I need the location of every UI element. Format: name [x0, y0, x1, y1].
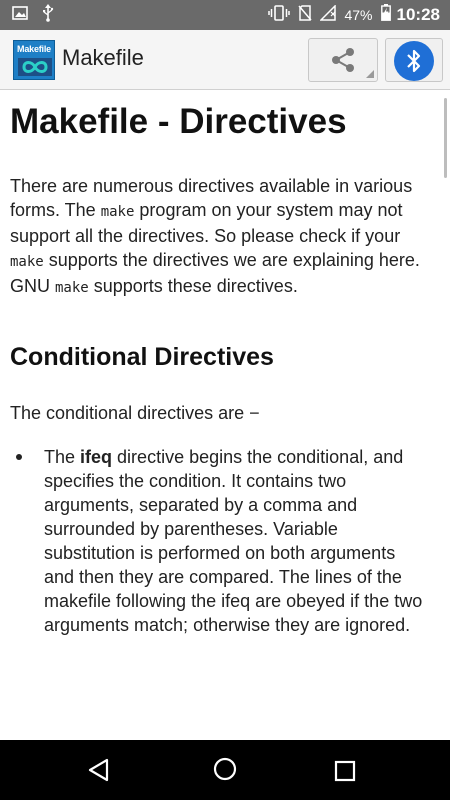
recents-icon [334, 760, 356, 782]
list-item [16, 445, 424, 637]
image-icon [12, 6, 28, 25]
battery-charging-icon [381, 4, 391, 26]
inline-code-make-2: make [10, 254, 44, 270]
nav-bar [0, 740, 450, 800]
home-icon [212, 756, 238, 782]
bullet-text-pre: The [44, 447, 81, 467]
intro-paragraph [10, 174, 430, 300]
bullet-dot [16, 454, 22, 460]
directive-list [16, 445, 424, 637]
bullet-keyword: ifeq [80, 447, 113, 467]
app-logo[interactable] [13, 40, 55, 80]
home-button[interactable] [212, 756, 238, 787]
intro-text-4: supports these directives. [88, 276, 298, 296]
infinity-icon [18, 58, 52, 80]
status-right [260, 4, 440, 26]
intro-text-3: supports the directives we are explaining here. GNU [10, 250, 420, 296]
share-icon [329, 46, 357, 74]
intro-text-2: program on your system may not support all the directives. So please check if your [10, 200, 403, 246]
back-icon [87, 758, 111, 782]
recents-button[interactable] [334, 760, 356, 787]
section-heading: Conditional Directives [10, 343, 274, 371]
app-logo-text: Makefile [17, 44, 51, 54]
status-time: 10:28 [396, 5, 440, 24]
vibrate-icon [268, 5, 290, 26]
signal-icon [320, 5, 336, 26]
bluetooth-button[interactable] [385, 38, 443, 82]
inline-code-make-3: make [55, 280, 89, 296]
article-content[interactable] [0, 90, 450, 740]
share-button[interactable] [308, 38, 378, 82]
bluetooth-badge [394, 41, 434, 81]
status-bar [0, 0, 450, 30]
intro-text-1: There are numerous directives available in various forms. The [10, 176, 413, 220]
scrollbar[interactable] [444, 98, 447, 178]
app-title: Makefile [62, 45, 144, 70]
bluetooth-icon [404, 48, 424, 74]
conditional-intro: The conditional directives are − [10, 403, 260, 423]
status-left [12, 4, 68, 27]
usb-icon [42, 4, 54, 27]
no-sim-icon [298, 5, 312, 26]
app-bar [0, 30, 450, 90]
dropdown-corner-indicator [366, 70, 374, 78]
bullet-text-post: directive begins the conditional, and specifies the condition. It contains two arguments, separated by a comma and surrounded by parentheses. Variable substitution is performed on both arguments and then they are compared. The lines of the makefile following the ifeq are obeyed if the two arguments match; otherwise they are ignored. [44, 447, 423, 635]
page-title: Makefile - Directives [10, 102, 347, 141]
back-button[interactable] [87, 758, 111, 787]
inline-code-make-1: make [100, 204, 135, 220]
battery-percent: 47% [344, 7, 373, 23]
